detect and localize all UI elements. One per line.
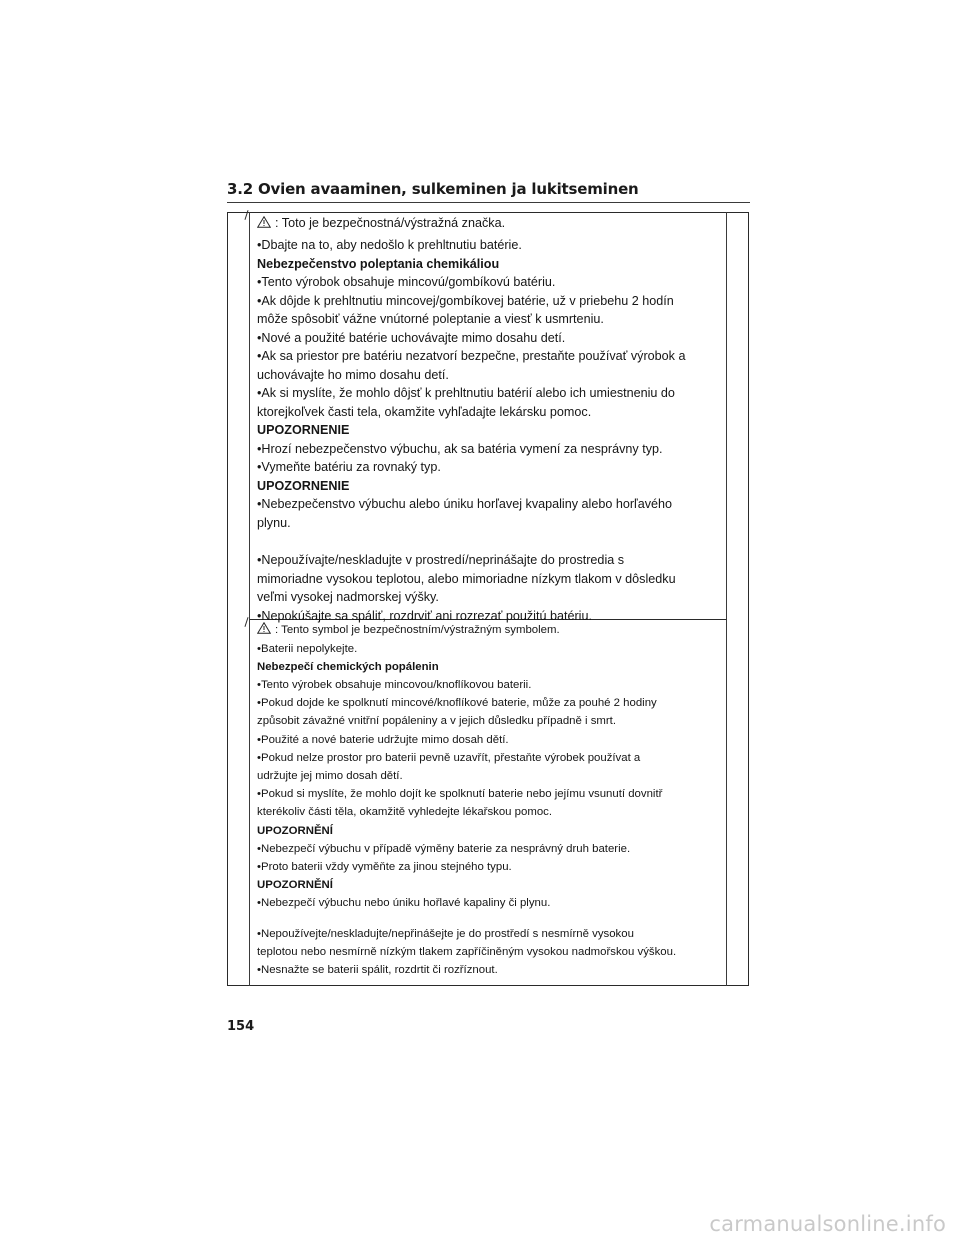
- slovak-symbol-line: [257, 216, 505, 230]
- warning-line: •Vymeňte batériu za rovnaký typ.: [257, 460, 441, 474]
- czech-warning-text: [257, 622, 727, 984]
- warning-heading: Nebezpečí chemických popálenin: [257, 660, 439, 673]
- page-number: 154: [227, 1019, 255, 1034]
- warning-line: plynu.: [257, 515, 291, 530]
- warning-line: môže spôsobiť vážne vnútorné poleptanie a viesť k usmrteniu.: [257, 312, 604, 326]
- warning-heading: UPOZORNĚNÍ: [257, 879, 333, 892]
- warning-heading: UPOZORNĚNÍ: [257, 824, 333, 837]
- warning-line: •Nebezpečí výbuchu v případě výměny baterie za nesprávný druh baterie.: [257, 842, 631, 855]
- warning-line: •Baterii nepolykejte.: [257, 642, 358, 655]
- warning-line: •Tento výrobok obsahuje mincovú/gombíkovú batériu.: [257, 275, 556, 289]
- box-top-rule: [250, 212, 726, 215]
- warning-line: •Nepokúšajte sa spáliť, rozdrviť ani rozrezať použitú batériu.: [257, 608, 592, 623]
- warning-line: •Tento výrobek obsahuje mincovou/knoflíkovou baterii.: [257, 678, 532, 691]
- warning-line: způsobit závažné vnitřní popáleniny a v jejich důsledku případně i smrt.: [257, 715, 617, 728]
- warning-line: •Ak si myslíte, že mohlo dôjsť k prehltnutiu batérií alebo ich umiestneniu do: [257, 386, 675, 400]
- czech-symbol-text: : Tento symbol je bezpečnostním/výstražným symbolem.: [275, 624, 560, 636]
- warning-line: •Pokud nelze prostor pro baterii pevně uzavřít, přestaňte výrobek používat a: [257, 751, 641, 764]
- warning-heading: UPOZORNENIE: [257, 423, 350, 437]
- czech-symbol-line: [257, 622, 560, 636]
- slovak-warning-text: [257, 216, 727, 623]
- warning-line: •Pokud si myslíte, že mohlo dojít ke spolknutí baterie nebo jejímu vsunutí dovnitř: [257, 788, 663, 801]
- warning-triangle-icon: [257, 622, 271, 634]
- warning-line: veľmi vysokej nadmorskej výšky.: [257, 590, 439, 604]
- slovak-symbol-text: : Toto je bezpečnostná/výstražná značka.: [275, 216, 506, 230]
- warning-line: •Nebezpečenstvo výbuchu alebo úniku horľavej kvapaliny alebo horľavého: [257, 497, 673, 511]
- warning-line: •Ak sa priestor pre batériu nezatvorí bezpečne, prestaňte používať výrobok a: [257, 349, 686, 363]
- warning-line: mimoriadne vysokou teplotou, alebo mimoriadne nízkym tlakom v dôsledku: [257, 571, 676, 586]
- warning-line: •Dbajte na to, aby nedošlo k prehltnutiu batérie.: [257, 238, 522, 252]
- warning-heading: UPOZORNENIE: [257, 478, 350, 493]
- warning-line: •Nové a použité batérie uchovávajte mimo dosahu detí.: [257, 330, 566, 345]
- warning-line: udržujte jej mimo dosah dětí.: [257, 769, 403, 782]
- warning-line: •Pokud dojde ke spolknutí mincové/knoflíkové baterie, může za pouhé 2 hodiny: [257, 697, 657, 710]
- warning-line: ktorejkoľvek časti tela, okamžite vyhľadajte lekársku pomoc.: [257, 404, 592, 419]
- warning-line: •Proto baterii vždy vyměňte za jinou stejného typu.: [257, 860, 512, 873]
- watermark: carmanualsonline.info: [709, 1212, 946, 1236]
- warning-line: •Nepoužívejte/neskladujte/nepřinášejte je do prostředí s nesmírně vysokou: [257, 927, 634, 940]
- section-title: 3.2 Ovien avaaminen, sulkeminen ja lukitseminen: [227, 180, 639, 198]
- warning-triangle-icon: [257, 216, 271, 228]
- warning-line: •Nepoužívajte/neskladujte v prostredí/neprinášajte do prostredia s: [257, 553, 625, 567]
- warning-line: •Hrozí nebezpečenstvo výbuchu, ak sa batéria vymení za nesprávny typ.: [257, 441, 663, 456]
- warning-line: •Použité a nové baterie udržujte mimo dosah dětí.: [257, 733, 509, 746]
- warning-line: •Nebezpečí výbuchu nebo úniku hořlavé kapaliny či plynu.: [257, 897, 551, 910]
- warning-line: uchovávajte ho mimo dosahu detí.: [257, 367, 449, 382]
- warning-line: teplotou nebo nesmírně nízkým tlakem zapříčiněným vysokou nadmořskou výškou.: [257, 945, 677, 958]
- warning-line: •Ak dôjde k prehltnutiu mincovej/gombíkovej batérie, už v priebehu 2 hodín: [257, 293, 674, 308]
- section-header: [227, 180, 750, 203]
- warning-line: kterékoliv části těla, okamžitě vyhledejte lékařskou pomoc.: [257, 806, 553, 819]
- warning-heading: Nebezpečenstvo poleptania chemikáliou: [257, 256, 500, 271]
- warning-line: •Nesnažte se baterii spálit, rozdrtit či rozříznout.: [257, 963, 498, 976]
